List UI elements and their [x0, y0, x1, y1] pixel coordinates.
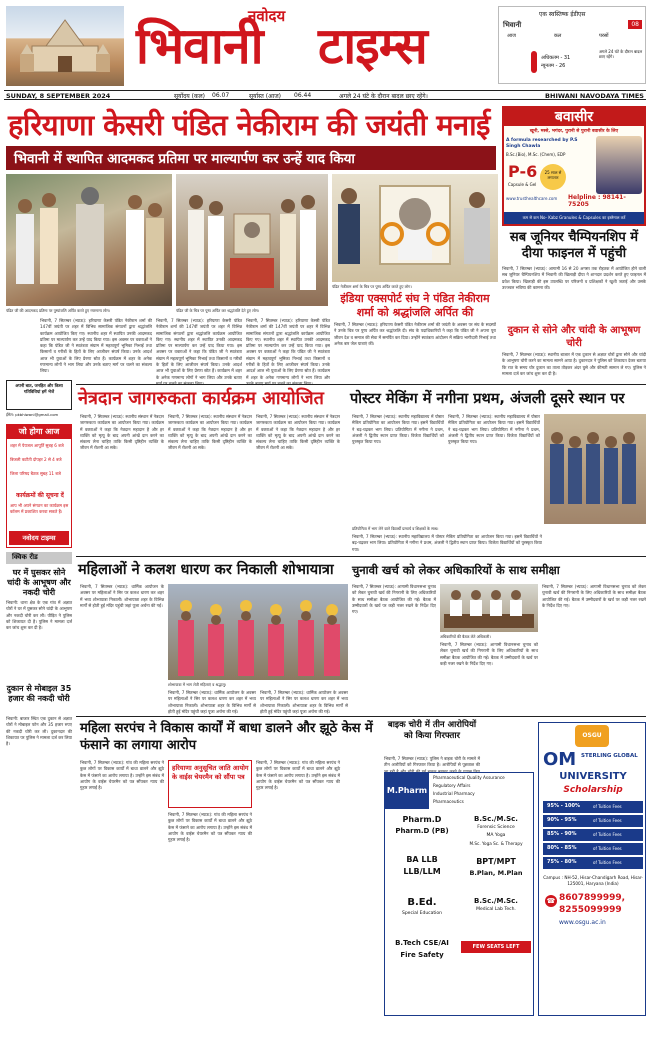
doctor-photo — [596, 136, 642, 194]
course-llb: LLB/LLM — [403, 867, 441, 876]
lead-headline: हरियाणा केसरी पंडित नेकीराम की जयंती मनाई — [8, 108, 490, 142]
om-row-4-benefit: of Tuition Fees — [593, 846, 622, 851]
mpharm-item-1: Pharmaceutical Quality Assurance — [433, 775, 505, 780]
mpharm-item-4: Pharmaceutics — [433, 799, 464, 804]
ad-footer: कम से कम No- Kabz Granules & Capsules का इस्तेमाल करें — [504, 212, 644, 224]
lead-body-col-1: भिवानी, 7 सितम्बर (भ्याऊ): हरियाणा केसरी पंडित नेकीराम शर्मा की 147वीं जयंती पर शहर में विभिन्न सामाजिक संगठनों द्वारा श्रद्धांजलि कार्यक्रम आयोजित किए गए। स्थानीय शहर में स्थापित उनकी आदमकद प्रतिमा पर माल्यार्पण कर उन्हें याद किया गया। इस अवसर पर वक्ताओं ने कहा कि पंडित जी ने स्वतंत्रता संग्राम में महत्वपूर्ण भूमिका निभाई तथा किसानों व गरीबों के हितों के लिए आजीवन संघर्ष किया। उनके आदर्श आज भी युवाओं के लिए प्रेरणा स्रोत हैं। कार्यक्रम में शहर के अनेक गणमान्य लोगों ने भाग लिया और उनके बताए मार्ग पर चलने का संकल्प लिया। — [40, 318, 152, 374]
om-row-1 — [543, 801, 643, 813]
poster-caption: प्रतियोगिता में भाग लेने वाले विद्यार्थी प्राचार्य व शिक्षकों के साथ। — [352, 526, 439, 531]
osgu-logo: OSGU — [575, 725, 609, 747]
right-line: BHIWANI NAVODAYA TIMES — [545, 92, 644, 100]
divider-3 — [76, 716, 646, 717]
mpharm-item-3: Industrial Pharmacy — [433, 791, 475, 796]
weather-city: भिवानी — [503, 21, 522, 29]
om-row-3-benefit: of Tuition Fees — [593, 832, 622, 837]
women-photo — [168, 584, 348, 680]
portrait-tribute-illustration — [176, 174, 328, 306]
ad-doctor: A formula researched by P.S Singh Chawla — [506, 138, 578, 149]
qr-story1-head: घर में घुसकर सोने चांदी के आभूषण और नकदी चोरी — [7, 568, 71, 597]
course-bpt: BPT/MPT — [476, 857, 516, 866]
sarpanch-highlight: हरियाणा अनुसूचित जाति आयोग के वाईस चेयरमैन को सौंपा पत्र — [172, 764, 249, 781]
jobs-item-1: शहर में पेयजल आपूर्ति सुबह 6 बजे — [10, 443, 64, 448]
course-ballb: BA LLB — [406, 855, 438, 864]
tagline: एक स्वस्तिष्क ईडीएस — [539, 11, 586, 18]
course-pharmd: Pharm.D — [402, 815, 442, 824]
expense-photo — [440, 584, 538, 632]
sunset-label: सूर्यास्त (आज) — [249, 93, 282, 100]
weather-box — [498, 6, 646, 84]
ad-line1: खूनी, मस्से, भगंदर, पुरानी से पुरानी बवासीर के लिए — [529, 129, 619, 134]
om-subtitle: STERLING GLOBAL — [581, 753, 638, 759]
weather-day-3: परसों — [599, 33, 609, 39]
jobs-title: जो होगा आज — [7, 425, 71, 439]
india-body: भिवानी, 7 सितम्बर (भ्याऊ): हरियाणा केसरी पंडित नेकीराम शर्मा की जयंती के अवसर पर संघ के सदस्यों ने उनके चित्र पर पुष्प अर्पित कर श्रद्धांजलि दी। संघ के पदाधिकारियों ने कहा कि पंडित जी ने अपना पूरा जीवन देश व समाज की सेवा में समर्पित कर दिया। उन्होंने स्वतंत्रता आंदोलन में सक्रिय भागीदारी निभाई तथा अनेक बार जेल यात्राएं कीं। — [334, 322, 496, 346]
course-bsc-mlt: B.Sc./M.Sc. — [474, 897, 518, 905]
om-row-1-benefit: of Tuition Fees — [593, 804, 622, 809]
mpharm-title: M.Pharm — [385, 773, 429, 809]
course-ma-yoga: MA Yoga — [486, 833, 506, 838]
divider-2 — [76, 556, 646, 557]
course-bplan: B.Plan, M.Plan — [469, 869, 523, 877]
om-uni: UNIVERSITY — [559, 771, 627, 782]
om-row-1-pct: 95% - 100% — [547, 803, 580, 809]
lead-caption-1: पंडित जी की आदमकद प्रतिमा पर पुष्पांजलि अर्पित करते हुए गणमान्य लोग। — [6, 308, 111, 313]
om-phone-2[interactable]: 8255099999 — [559, 905, 622, 915]
ad-brand: बवासीर — [504, 108, 644, 126]
page-number: 08 — [628, 20, 642, 29]
women-body-2: भिवानी, 7 सितम्बर (भ्याऊ): धार्मिक आयोजन के अवसर पर महिलाओं ने सिर पर कलश धारण कर शहर में भव्य शोभायात्रा निकाली। शोभायात्रा शहर के विभिन्न मार्गों से होती हुई मंदिर पहुंची जहां पूजा अर्चना की गई। — [168, 690, 256, 714]
om-row-3 — [543, 829, 643, 841]
paper-prefix: नवोदय — [248, 7, 286, 25]
lead-caption-3: पंडित नेकीराम शर्मा के चित्र पर पुष्प अर्पित करते हुए लोग। — [332, 284, 412, 289]
lead-body-col-3: भिवानी, 7 सितम्बर (भ्याऊ): हरियाणा केसरी पंडित नेकीराम शर्मा की 147वीं जयंती पर शहर में विभिन्न सामाजिक संगठनों द्वारा श्रद्धांजलि कार्यक्रम आयोजित किए गए। स्थानीय शहर में स्थापित उनकी आदमकद प्रतिमा पर माल्यार्पण कर उन्हें याद किया गया। इस अवसर पर वक्ताओं ने कहा कि पंडित जी ने स्वतंत्रता संग्राम में महत्वपूर्ण भूमिका निभाई तथा किसानों व गरीबों के हितों के लिए आजीवन संघर्ष किया। उनके आदर्श आज भी युवाओं के लिए प्रेरणा स्रोत हैं। कार्यक्रम में शहर के अनेक गणमान्य लोगों ने भाग लिया और — [246, 318, 330, 380]
lead-subhead-bar — [6, 146, 496, 170]
course-mlt: Medical Lab Tech. — [476, 907, 516, 912]
om-row-5-pct: 75% - 80% — [547, 859, 577, 865]
sunset-time: 06.44 — [294, 92, 312, 99]
qr-story2-body: भिवानी: बाजार स्थित एक दुकान से अज्ञात चोरों ने मोबाइल फोन और 35 हजार रुपए की नकदी चोरी कर ली। दुकानदार की शिकायत पर पुलिस ने मामला दर्ज कर लिया है। — [6, 716, 72, 747]
junior-headline: सब जूनियर चैम्पियनशिप में दीया फाइनल में पहुंची — [509, 230, 639, 261]
poster-headline: पोस्टर मेकिंग में नगीना प्रथम, अंजली दूसरे स्थान पर — [350, 391, 625, 407]
ad-product: P-6 — [508, 162, 538, 181]
rally-email: ईमेल: pkbhiwani@gmail.com — [6, 412, 59, 417]
note-title: कार्यक्रमों की सूचना दें — [16, 492, 64, 499]
qr-story1-body: भिवानी: थाना क्षेत्र के एक गांव में अज्ञात चोरों ने घर में घुसकर सोने चांदी के आभूषण और नकदी चोरी कर ली। पीड़ित ने पुलिस को शिकायत दी है। पुलिस ने मामला दर्ज कर जांच शुरू कर दी है। — [6, 600, 72, 631]
jobs-box — [6, 424, 72, 548]
theft-headline: दुकान से सोने और चांदी के आभूषण चोरी — [507, 325, 641, 349]
paper-title-left: भिवानी — [136, 17, 263, 75]
divider-1 — [76, 384, 646, 385]
bike-headline: बाइक चोरी में तीन आरोपियों को किया गिरफ्तार — [387, 720, 477, 741]
ad-degree: B.Sc.(Bio), M.Sc. (Chem), EDP — [506, 152, 566, 157]
sarpanch-body-1: भिवानी, 7 सितम्बर (भ्याऊ): गांव की महिला सरपंच ने कुछ लोगों पर विकास कार्यों में बाधा डालने और झूठे केस में फंसाने का आरोप लगाया है। उन्होंने इस संबंध में आयोग के वाईस चेयरमैन को पत्र सौंपकर न्याय की गुहार लगाई है। — [80, 760, 164, 791]
theft-body: भिवानी, 7 सितम्बर (भ्याऊ): स्थानीय बाजार में एक दुकान से अज्ञात चोरों द्वारा सोने और चांदी के आभूषण चोरी करने का मामला सामने आया है। दुकानदार ने पुलिस को शिकायत देकर बताया कि रात के समय चोर दुकान का ताला तोड़कर अंदर घुसे और कीमती सामान ले गए। पुलिस ने मामला दर्ज कर जांच शुरू कर दी है। — [502, 352, 646, 376]
pharmacy-ad[interactable] — [384, 772, 534, 1016]
qr-story2-head: दुकान से मोबाइल 35 हजार की नकदी चोरी — [6, 684, 72, 703]
om-university-ad[interactable] — [538, 722, 646, 1016]
temp-min: न्यूनतम - 26 — [541, 63, 566, 69]
weather-day-2: कल — [554, 33, 562, 39]
paper-title-right: टाइम्स — [318, 17, 427, 75]
lead-photo-1 — [6, 174, 172, 306]
ad-badge: 25 साल से लगातार — [540, 164, 566, 190]
bike-body: भिवानी, 7 सितम्बर (भ्याऊ): पुलिस ने बाइक चोरी के मामले में तीन आरोपियों को गिरफ्तार किया है। आरोपियों से पूछताछ की — [384, 756, 480, 768]
weather-note: अगले 24 घंटे के दौरान बादल छाए रहेंगे। — [599, 49, 643, 59]
om-web[interactable]: www.osgu.ac.in — [559, 919, 606, 926]
quick-read-bar — [6, 552, 72, 564]
phone-icon: ☎ — [546, 897, 556, 905]
temple-illustration — [6, 6, 124, 86]
mini-logo: नवोदय टाइम्स — [9, 531, 69, 545]
course-bsc-forensic: B.Sc./M.Sc. — [474, 815, 518, 823]
om-row-3-pct: 85% - 90% — [547, 831, 577, 837]
sarpanch-body-3: भिवानी, 7 सितम्बर (भ्याऊ): गांव की महिला सरपंच ने कुछ लोगों पर विकास कार्यों में बाधा डालने और झूठे केस में फंसाने का आरोप लगाया है। उन्होंने इस संबंध में आयोग के वाईस चेयरमैन को पत्र सौंपकर न्याय की गुहार लगाई है। — [256, 760, 340, 791]
om-title: OM — [543, 749, 577, 770]
sunrise-label: सूर्योदय (कल) — [174, 93, 206, 100]
lead-photo-2 — [176, 174, 328, 306]
notice-title: अपनी बात, जनहित और किसा गतिविधियां हमें भेजें — [15, 383, 63, 394]
drug-headline: नेत्रदान जागरुकता कार्यक्रम आयोजित — [78, 388, 324, 409]
ad-helpline[interactable]: Helpline : 98141-75205 — [568, 194, 626, 208]
om-row-4 — [543, 843, 643, 855]
om-row-5-benefit: of Tuition Fees — [593, 860, 622, 865]
temp-max: अधिकतम - 31 — [541, 55, 571, 61]
om-row-5 — [543, 857, 643, 869]
om-scholarship: Scholarship — [563, 785, 623, 795]
expense-headline: चुनावी खर्च को लेकर अधिकारियों के साथ समीक्षा — [352, 563, 560, 577]
mpharm-item-2: Regulatory Affairs — [433, 783, 471, 788]
sarpanch-body-2: भिवानी, 7 सितम्बर (भ्याऊ): गांव की महिला सरपंच ने कुछ लोगों पर विकास कार्यों में बाधा डालने और झूठे केस में फंसाने का आरोप लगाया है। उन्होंने इस संबंध में आयोग के वाईस चेयरमैन को पत्र सौंपकर न्याय की गुहार लगाई है। — [168, 812, 252, 843]
course-bed: B.Ed. — [407, 897, 437, 908]
poster-body-1: भिवानी, 7 सितम्बर (भ्याऊ): स्थानीय महाविद्यालय में पोस्टर मेकिंग प्रतियोगिता का आयोजन किया गया। इसमें विद्यार्थियों ने बढ़-चढ़कर भाग लिया। प्रतियोगिता में नगीना ने प्रथम, अंजली ने द्वितीय स्थान प्राप्त किया। विजेता विद्यार्थियों को पुरस्कृत किया गया। — [352, 414, 444, 445]
course-forensic: Forensic Science — [477, 825, 515, 830]
thermometer-icon — [531, 51, 537, 73]
weather-day-1: आज — [507, 33, 516, 39]
poster-photo — [544, 414, 646, 524]
om-row-2-pct: 90% - 95% — [547, 817, 577, 823]
sarpanch-headline: महिला सरपंच ने विकास कार्यों में बाधा डालने और झूठे केस में फंसाने का लगाया आरोप — [80, 721, 373, 753]
sarpanch-highlight-box — [168, 760, 252, 808]
course-special: Special Education — [401, 911, 443, 916]
expense-body-2: भिवानी, 7 सितम्बर (भ्याऊ): आगामी विधानसभा चुनाव को लेकर चुनावी खर्च की निगरानी के लिए अधिकारियों के साथ समीक्षा बैठक आयोजित की गई। बैठक में उम्मीदवारों के खर्च पर कड़ी नजर रखने के निर्देश दिए गए। — [440, 642, 538, 666]
jobs-item-3: जिला परिषद बैठक सुबह 11 बजे — [10, 471, 61, 476]
course-pharmd-pb: Pharm.D (PB) — [395, 827, 449, 835]
students-illustration — [544, 414, 646, 524]
course-btech: B.Tech CSE/AI — [395, 939, 449, 947]
course-msc-yoga: M.Sc. Yoga Sc. & Therapy — [469, 841, 523, 846]
bawasir-ad[interactable] — [502, 106, 646, 226]
women-body-1: भिवानी, 7 सितम्बर (भ्याऊ): धार्मिक आयोजन के अवसर पर महिलाओं ने सिर पर कलश धारण कर शहर में भव्य शोभायात्रा निकाली। शोभायात्रा शहर के विभिन्न मार्गों से होती हुई मंदिर पहुंची जहां पूजा अर्चना की गई। — [80, 584, 164, 608]
lead-caption-2: पंडित जी के चित्र पर पुष्प अर्पित कर श्रद्धांजलि देते हुए लोग। — [176, 308, 260, 313]
drug-body-1: भिवानी, 7 सितम्बर (भ्याऊ): स्थानीय संस्थान में नेत्रदान जागरुकता कार्यक्रम का आयोजन किया गया। कार्यक्रम में वक्ताओं ने कहा कि नेत्रदान महादान है और हर व्यक्ति को मृत्यु के बाद अपनी आंखें दान करने का संकल्प लेना चाहिए ताकि किसी दृष्टिहीन व्यक्ति के जीवन में रोशनी आ सके। — [80, 414, 164, 451]
poster-body-2: भिवानी, 7 सितम्बर (भ्याऊ): स्थानीय महाविद्यालय में पोस्टर मेकिंग प्रतियोगिता का आयोजन किया गया। इसमें विद्यार्थियों ने बढ़-चढ़कर भाग लिया। प्रतियोगिता में नगीना ने प्रथम, अंजली ने द्वितीय स्थान प्राप्त किया। विजेता विद्यार्थियों को पुरस्कृत किया गया। — [448, 414, 540, 445]
temple-photo — [6, 6, 124, 86]
om-row-2-benefit: of Tuition Fees — [593, 818, 622, 823]
drug-body-3: भिवानी, 7 सितम्बर (भ्याऊ): स्थानीय संस्थान में नेत्रदान जागरुकता कार्यक्रम का आयोजन किया गया। कार्यक्रम में वक्ताओं ने कहा कि नेत्रदान महादान है और हर व्यक्ति को मृत्यु के बाद अपनी आंखें दान करने का संकल्प लेना चाहिए ताकि किसी दृष्टिहीन व्यक्ति के जीवन में रोशनी आ सके। — [256, 414, 340, 451]
ad-website[interactable]: www.trusthealthcare.com — [506, 196, 558, 201]
notice-box — [6, 380, 72, 410]
ad-product-sub: Capsule & Gel — [508, 182, 537, 187]
sunrise-time: 06.07 — [212, 92, 230, 99]
date-bar — [4, 90, 646, 100]
meeting-illustration — [440, 584, 538, 632]
drug-body-2: भिवानी, 7 सितम्बर (भ्याऊ): स्थानीय संस्थान में नेत्रदान जागरुकता कार्यक्रम का आयोजन किया गया। कार्यक्रम में वक्ताओं ने कहा कि नेत्रदान महादान है और हर व्यक्ति को मृत्यु के बाद अपनी आंखें दान करने का संकल्प लेना चाहिए ताकि किसी दृष्टिहीन व्यक्ति के जीवन में रोशनी आ सके। — [168, 414, 252, 451]
poster-body-3: भिवानी, 7 सितम्बर (भ्याऊ): स्थानीय महाविद्यालय में पोस्टर मेकिंग प्रतियोगिता का आयोजन किया गया। इसमें विद्यार्थियों ने बढ़-चढ़कर भाग लिया। प्रतियोगिता में नगीना ने प्रथम, अंजली ने द्वितीय स्थान प्राप्त किया। विजेता विद्यार्थियों को पुरस्कृत किया गया। — [352, 534, 542, 552]
lead-photo-3 — [332, 174, 498, 282]
statue-ceremony-illustration — [6, 174, 172, 306]
date-line: SUNDAY, 8 SEPTEMBER 2024 — [6, 92, 111, 100]
om-phone-1[interactable]: 8607899999, — [559, 893, 626, 903]
women-caption: शोभायात्रा में भाग लेती महिलाएं व श्रद्धालु। — [168, 682, 227, 687]
course-fire: Fire Safety — [400, 951, 444, 959]
note-body: आप भी अपने संगठन का कार्यक्रम इस कॉलम में प्रकाशित करवा सकते हैं। — [10, 503, 69, 514]
junior-body: भिवानी, 7 सितम्बर (भ्याऊ): आगामी 16 से 20 अगस्त तक रोहतक में आयोजित होने वाली सब जूनियर चैम्पियनशिप में भिवानी की खिलाड़ी दीया ने शानदार प्रदर्शन करते हुए फाइनल में प्रवेश किया। खिलाड़ी की इस उपलब्धि पर परिजनों व प्रशिक्षकों ने खुशी जताई और उसके उज्ज्वल भविष्य की कामना की। — [502, 266, 646, 290]
women-body-3: भिवानी, 7 सितम्बर (भ्याऊ): धार्मिक आयोजन के अवसर पर महिलाओं ने सिर पर कलश धारण कर शहर में भव्य शोभायात्रा निकाली। शोभायात्रा शहर के विभिन्न मार्गों से होती हुई मंदिर पहुंची जहां पूजा अर्चना की गई। — [260, 690, 348, 714]
om-row-4-pct: 80% - 85% — [547, 845, 577, 851]
expense-caption: अधिकारियों की बैठक लेते अधिकारी। — [440, 634, 491, 639]
procession-illustration — [168, 584, 348, 680]
india-headline: इंडिया एक्सपोर्ट संघ ने पंडित नेकीराम शर्मा को श्रद्धांजलि अर्पित की — [340, 292, 490, 319]
quick-read-title: क्विक रीड — [12, 553, 38, 561]
masthead — [0, 0, 650, 88]
garlanded-portrait-illustration — [332, 174, 498, 282]
expense-body-3: भिवानी, 7 सितम्बर (भ्याऊ): आगामी विधानसभा चुनाव को लेकर चुनावी खर्च की निगरानी के लिए अधिकारियों के साथ समीक्षा बैठक आयोजित की गई। बैठक में उम्मीदवारों के खर्च पर कड़ी नजर रखने के निर्देश दिए गए। — [542, 584, 646, 608]
lead-subhead: भिवानी में स्थापित आदमकद प्रतिमा पर माल्यार्पण कर उन्हें याद किया — [14, 151, 355, 167]
om-address: Campus : NH-52, Hisar-Chandigarh Road, Hisar-125001, Haryana (India) — [543, 875, 643, 886]
om-row-2 — [543, 815, 643, 827]
women-headline: महिलाओं ने कलश धारण कर निकाली शोभायात्रा — [78, 562, 334, 578]
expense-body-1: भिवानी, 7 सितम्बर (भ्याऊ): आगामी विधानसभा चुनाव को लेकर चुनावी खर्च की निगरानी के लिए अधिकारियों के साथ समीक्षा बैठक आयोजित की गई। बैठक में उम्मीदवारों के खर्च पर कड़ी नजर रखने के निर्देश दिए गए। — [352, 584, 436, 615]
jobs-item-2: बिजली कटौती दोपहर 2 से 4 बजे — [10, 457, 62, 462]
lead-body-col-2: भिवानी, 7 सितम्बर (भ्याऊ): हरियाणा केसरी पंडित नेकीराम शर्मा की 147वीं जयंती पर शहर में विभिन्न सामाजिक संगठनों द्वारा श्रद्धांजलि कार्यक्रम आयोजित किए गए। स्थानीय शहर में स्थापित उनकी आदमकद प्रतिमा पर माल्यार्पण कर उन्हें याद किया गया। इस अवसर पर वक्ताओं ने कहा कि पंडित जी ने स्वतंत्रता संग्राम में महत्वपूर्ण भूमिका निभाई तथा किसानों व गरीबों के हितों के लिए आजीवन संघर्ष किया। उनके आदर्श आज भी युवाओं के लिए प्रेरणा स्रोत हैं। कार्यक्रम में शहर के अनेक गणमान्य लोगों ने भाग लिया और उनके बताए — [156, 318, 242, 380]
weather-alert: अगले 24 घंटे के दौरान बादल छाए रहेंगे। — [339, 93, 428, 100]
free-seats: FEW SEATS LEFT — [461, 941, 531, 953]
